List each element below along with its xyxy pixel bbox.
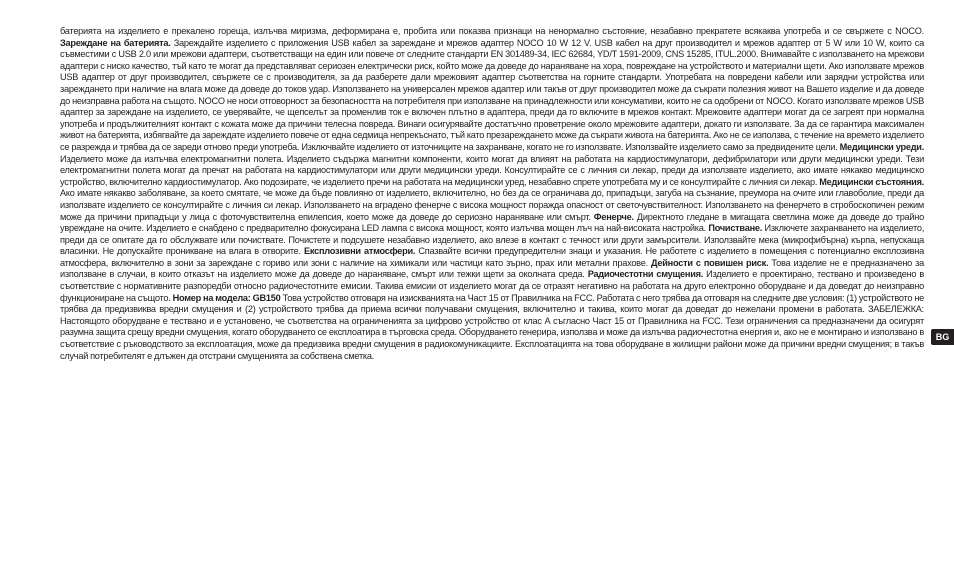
text-run: Това изделие не е предназначено за използване в случаи, в които отказът на изделието може да доведе до нараняване, смърт или тежки щети за околната среда. xyxy=(60,257,924,280)
text-run: Изделието е проектирано, тествано и произведено в съответствие с нормативните разпоредби относно радиочестотните емисии. Такива емисии от изделието могат да се отразят негативно на работата на друго електронно оборудване и да доведат до неизправно функциониране на същото. xyxy=(60,269,924,303)
text-run: Спазвайте всички предупредителни знаци и указания. Не работете с изделието в помещения с потенциално експлозивна атмосфера, включително в зони за зареждане с гориво или зони с наличие на химикали или частици като зърно, прах или метални прахове. xyxy=(60,246,924,268)
heading-battery-charging: Зареждане на батерията. xyxy=(60,37,171,48)
heading-model-number: Номер на модела: GB150 xyxy=(172,292,281,303)
heading-medical-devices: Медицински уреди. xyxy=(839,141,924,152)
text-run: Ако имате някакво заболяване, за което смятате, че може да бъде повлияно от изделието, включително, но без да се ограничава до, припадъци, загуба на съзнание, преумора на очите или главоболие, преди да използвате изделието се консултирайте с личния си лекар. Използването на вградено фенерче с висока мощност поражда опасност от светочувствителност. Използването на фенерчето в стробоскопичен режим може да причини припадъци у лица с фоточувствителна епилепсия, което може да доведе до сериозно нараняване или смърт. xyxy=(60,188,924,222)
text-run: Това устройство отговаря на изискванията на Част 15 от Правилника на FCC. Работата с него трябва да отговаря на следните две условия: (1) устройството не трябва да предизвиква вредни смущения и (2) устройството трябва да приема всички получавани смущения, включително и такива, които могат да доведат до нежелани промени в работата. ЗАБЕЛЕЖКА: Настоящото оборудване е тествано и е установено, че съответства на ограниченията за цифрово устройство от клас А съгласно Част 15 от Правилника на FCC. Тези ограничения са предназначени да осигурят разумна защита срещу вредни смущения, когато оборудването се експлоатира в търговска среда. Оборудването генерира, използва и може да излъчва радиочестотна енергия и, ако не е монтирано и използвано в съответствие с ръководството за експлоатация, може да предизвика вредни смущения в радиокомуникациите. Експлоатацията на това оборудване в жилищни райони може да причини вредни смущения; в такъв случай потребителят е длъжен да отстрани смущенията за собствена сметка. xyxy=(60,292,925,361)
heading-radio-interference: Радиочестотни смущения. xyxy=(587,269,704,280)
heading-flashlight: Фенерче. xyxy=(593,211,634,222)
heading-medical-conditions: Медицински състояния. xyxy=(819,176,924,187)
text-run: батерията на изделието е прекалено гореща, излъчва миризма, деформирана е, пробита или показва признаци на ненормално състояние, незабавно прекратете всякаква употреба и се свържете с NOCO. xyxy=(60,26,924,36)
heading-high-risk-activities: Дейности с повишен риск. xyxy=(651,257,769,268)
text-run: Изключете захранването на изделието, преди да се опитате да го обслужвате или почиствате. Почистете и подсушете незабавно изделието, ако влезе в контакт с течност или други замърсители. Използвайте мека (микрофибърна) кърпа, непускаща власинки. Не допускайте проникване на влага в отворите. xyxy=(60,223,924,257)
safety-text-block xyxy=(60,26,924,362)
text-run: Директното гледане в мигащата светлина може да доведе до трайно увреждане на очите. Изделието е снабдено с предварително фокусирана LED лампа с висока мощност, която излъчва мощен лъч на най-високата настройка. xyxy=(60,211,924,234)
heading-explosive-atmospheres: Експлозивни атмосфери. xyxy=(304,246,416,257)
text-run: Зареждайте изделието с приложения USB кабел за зареждане и мрежов адаптер NOCO 10 W 12 V. USB кабел на друг производител и мрежов адаптер от 5 W или 10 W, които са съвместими с USB 2.0 или мрежови адаптери, съответстващи на един или повече от следните стандарти EN 301489-34, IEC 62684, YD/T 1591-2009, CNS 15285, ITUL.2000. Внимавайте с използването на мрежови адаптери с ниско качество, тъй като те могат да представляват сериозен електрически риск, който може да доведе до нараняване на хора, повреждане на устройството и материални щети. Ако използвате мрежов USB адаптер от друг производител, свържете се с производителя, за да разберете дали мрежовият адаптер съответства на горните стандарти. Употребата на повредени кабели или зарядни устройства или зареждането при наличие на влага може да доведе до токов удар. Използването на универсален мрежов адаптер или такъв от друг производител може да съкрати полезния живот на Вашето изделие и да доведе до неизправна работа на същото. NOCO не носи отговорност за безопасността на потребителя при използване на принадлежности или консумативи, които не са одобрени от NOCO. Когато използвате мрежов USB адаптер за зареждане на изделието, се уверявайте, че щепселът за променлив ток е включен плътно в адаптера, преди да го включите в мрежов контакт. Мрежовите адаптери могат да се загреят при нормална употреба и продължителният контакт с кожата може да причини телесна повреда. Винаги осигурявайте достатъчно проветрение около мрежовите адаптери, докато ги използвате. За да се гарантира максимален живот на батерията, избягвайте да зареждате изделието повече от една седмица непрекъснато, тъй като презареждането може да съкрати живота на батерията. Ако не се използва, с течение на времето изделието се разрежда и трябва да се зареди отново преди употреба. Изключвайте изделието от източниците на захранване, когато не го използвате. Използвайте изделието само за предвидените цели. xyxy=(60,37,925,152)
text-run: Изделието може да излъчва електромагнитни полета. Изделието съдържа магнитни компоненти, които могат да влияят на работата на кардиостимулатори, дефибрилатори или други медицински уреди. Тези електромагнитни полета могат да пречат на работата на кардиостимулатори или други медицински уреди. Консултирайте се с личния си лекар, преди да използвате изделието, ако имате някакво медицинско устройство, включително кардиостимулатор. Ако подозирате, че изделието пречи на работата на медицински уред, незабавно спрете употребата му и се консултирайте с личния си лекар. xyxy=(60,153,924,187)
language-tab: BG xyxy=(931,329,954,345)
heading-cleaning: Почистване. xyxy=(708,223,763,234)
